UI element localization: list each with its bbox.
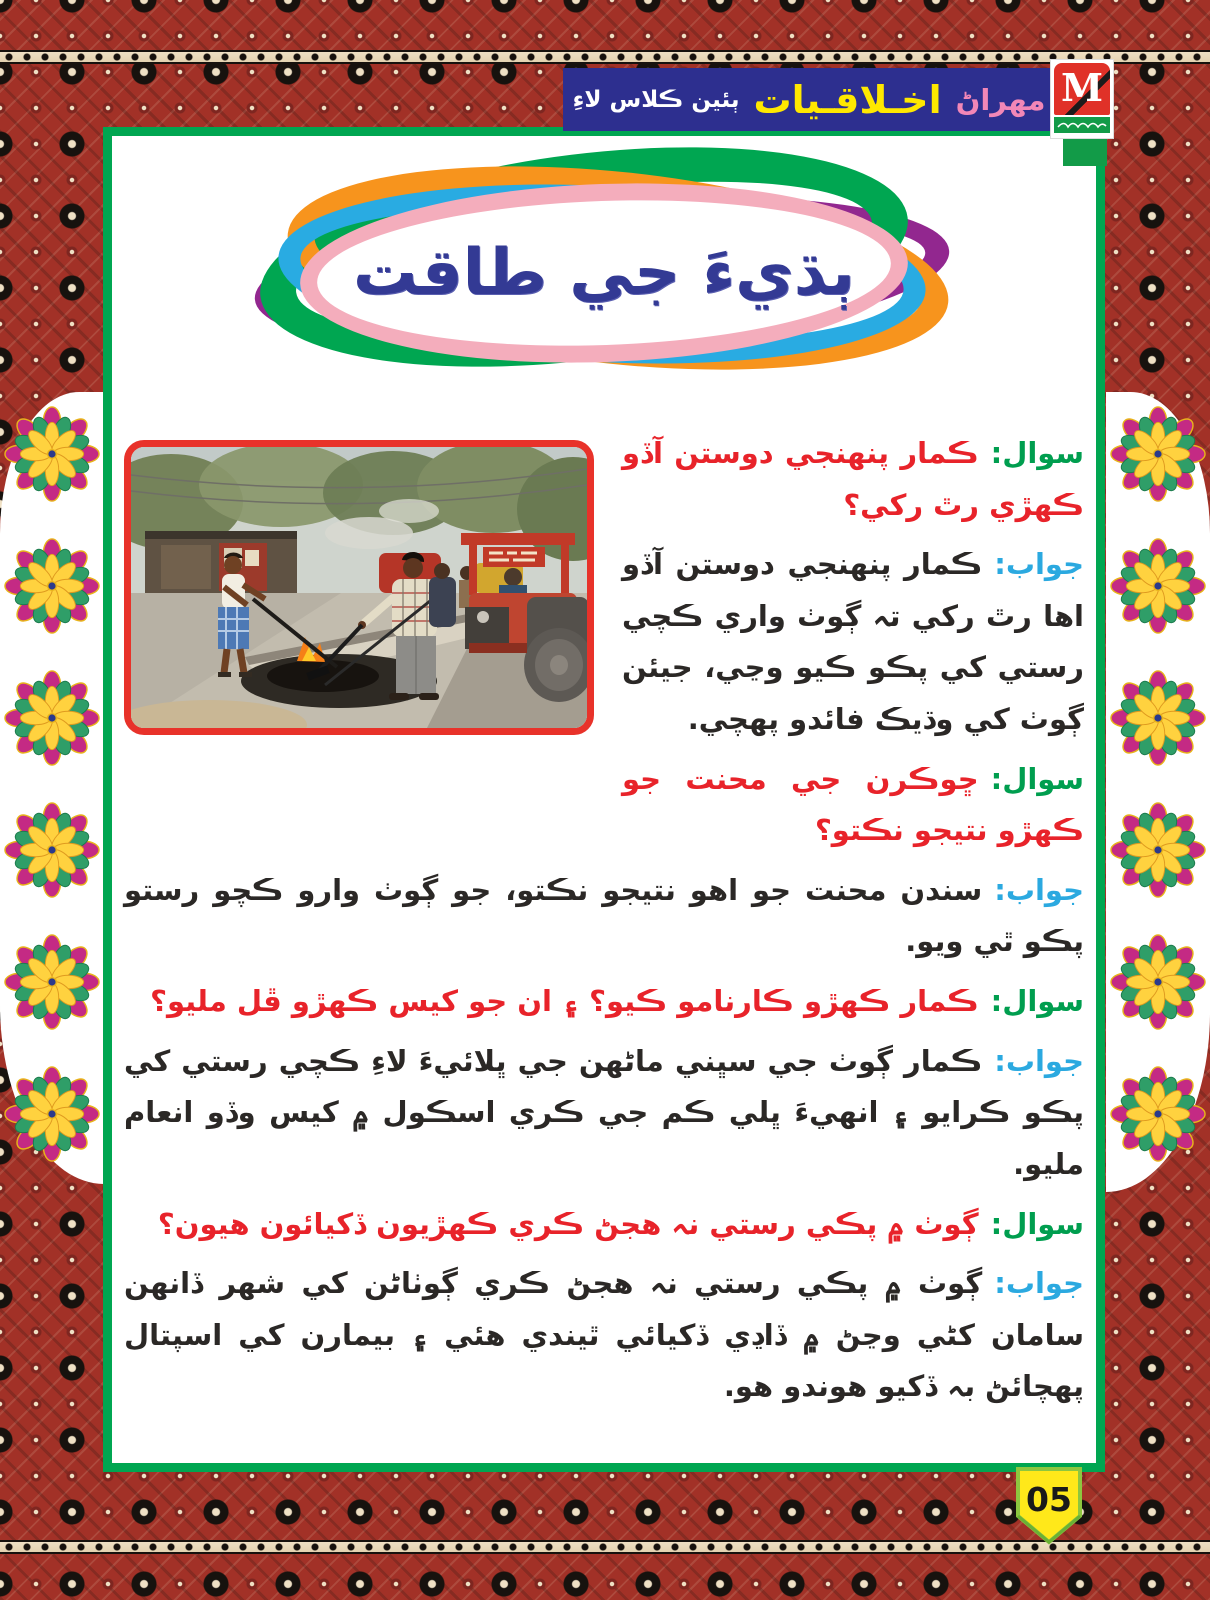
question-label: سوال: xyxy=(990,984,1084,1019)
qa-item xyxy=(124,865,1084,968)
answer-label: جواب: xyxy=(994,1266,1084,1301)
left-flower-border-panel xyxy=(0,392,104,1184)
question-text: ڳوٺ ۾ پڪي رستي نہ هجڻ ڪري ڪهڙيون ڏکيائون هيون؟ xyxy=(157,1206,979,1241)
flower-motif-icon xyxy=(1110,802,1206,898)
publisher-logo-m-icon: M xyxy=(1054,63,1110,115)
answer-text: ڪمار پنهنجي دوستن آڏو اها رٿ رکي تہ ڳوٺ واري ڪچي رستي کي پڪو ڪيو وڃي، جيئن ڳوٺ کي وڌيڪ فائدو پهچي. xyxy=(622,547,1084,737)
answer-label: جواب: xyxy=(994,1043,1084,1078)
qa-item xyxy=(124,1036,1084,1191)
publisher-logo-tail xyxy=(1063,138,1107,166)
qa-item xyxy=(124,976,1084,1028)
question-label: سوال: xyxy=(990,761,1084,796)
question-text: ڇوڪرن جي محنت جو ڪهڙو نتيجو نڪتو؟ xyxy=(622,761,1084,848)
answer-text: ڳوٺ ۾ پڪي رستي نہ هجڻ ڪري ڳوٺاڻن کي شهر ڏانهن سامان کڻي وڃڻ ۾ ڏاڍي ڏکيائي ٿيندي هئي ۽ بيمارن کي اسپتال پهچائڻ بہ ڏکيو هوندو هو. xyxy=(124,1266,1084,1404)
flower-motif-icon xyxy=(4,802,100,898)
lesson-photo xyxy=(124,440,594,735)
flower-motif-icon xyxy=(4,934,100,1030)
publisher-logo-caption-strip xyxy=(1054,117,1110,133)
header-subtitle: ٻئين ڪلاس لاءِ xyxy=(572,86,740,113)
flower-motif-icon xyxy=(1110,406,1206,502)
answer-label: جواب: xyxy=(994,872,1084,907)
question-label: سوال: xyxy=(990,436,1084,470)
answer-text: سندن محنت جو اهو نتيجو نڪتو، جو ڳوٺ وارو ڪچو رستو پڪو ٿي ويو. xyxy=(124,872,1084,959)
ajrak-border-band-top xyxy=(0,50,1210,64)
flower-motif-icon xyxy=(4,406,100,502)
header-banner xyxy=(563,68,1055,131)
flower-motif-icon xyxy=(1110,670,1206,766)
lesson-body xyxy=(124,428,1084,1421)
road-construction-photo-illustration xyxy=(131,447,587,728)
qa-item xyxy=(124,754,1084,857)
lesson-title: ٻڌيءَ جي طاقت xyxy=(353,236,855,310)
question-text: ڪمار پنهنجي دوستن آڏو ڪهڙي رٿ رکي؟ xyxy=(622,436,1084,522)
header-series-title: اخـلاقـيات xyxy=(753,77,942,122)
page-number: 05 xyxy=(1026,1480,1072,1519)
flower-motif-icon xyxy=(4,538,100,634)
flower-motif-icon xyxy=(4,1066,100,1162)
flower-motif-icon xyxy=(1110,934,1206,1030)
right-flower-border-panel xyxy=(1106,392,1210,1192)
page-number-badge xyxy=(1012,1466,1086,1546)
qa-item xyxy=(124,1258,1084,1413)
header-brand: مهراڻ xyxy=(955,82,1046,117)
flower-motif-icon xyxy=(4,670,100,766)
question-label: سوال: xyxy=(990,1206,1084,1241)
answer-text: ڪمار ڳوٺ جي سڀني ماڻهن جي ڀلائيءَ لاءِ ڪچي رستي کي پڪو ڪرايو ۽ انهيءَ ڀلي ڪم جي ڪري اسڪول ۾ کيس وڏو انعام مليو. xyxy=(124,1043,1084,1181)
publisher-logo xyxy=(1051,60,1113,138)
answer-label: جواب: xyxy=(994,547,1084,582)
flower-motif-icon xyxy=(1110,538,1206,634)
lesson-title-decoration xyxy=(252,148,954,400)
qa-item xyxy=(124,1199,1084,1251)
flower-motif-icon xyxy=(1110,1066,1206,1162)
question-text: ڪمار ڪهڙو ڪارنامو ڪيو؟ ۽ ان جو کيس ڪهڙو ڦل مليو؟ xyxy=(150,984,979,1019)
